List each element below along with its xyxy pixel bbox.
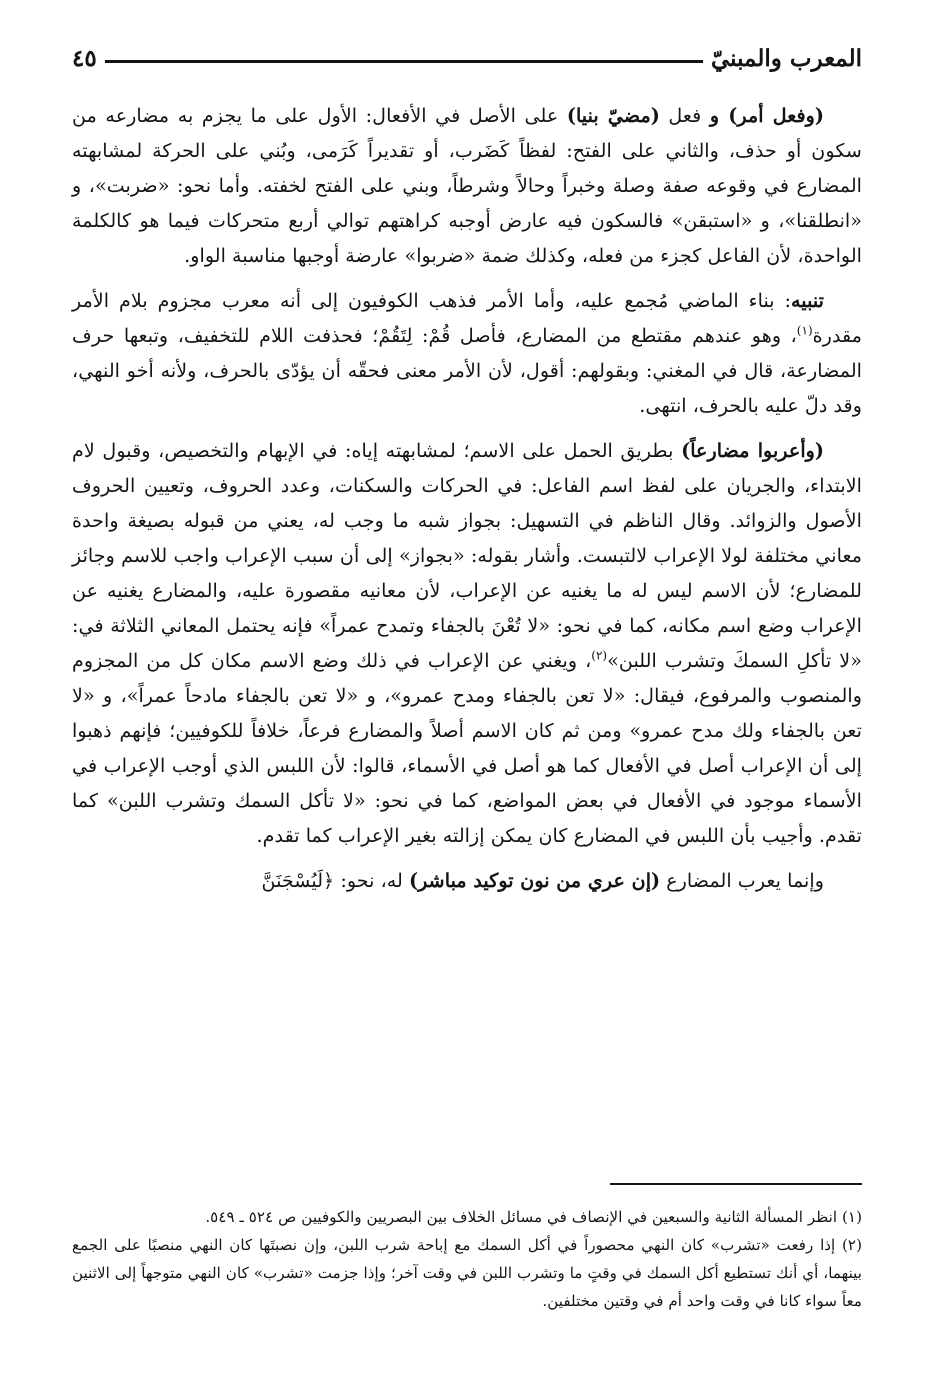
paragraph-text: فعل xyxy=(659,104,710,127)
paragraph-text: وإنما يعرب المضارع xyxy=(660,869,824,892)
paragraph-1 xyxy=(72,98,862,273)
paragraph-text: على الأصل في الأفعال: الأول على ما يجزم به مضارعه من سكون أو حذف، والثاني على الفتح: لفظاً كَضَرب، أو تقديراً كَرَمى، وبُني على الحركة لمشابهته المضارع في وقوعه صفة وصلة وخبراً وحالاً وشرطاً، وبني على الفتح لخفته. وأما نحو: «ضربت»، و «انطلقنا»، و «استبقن» فالسكون فيه عارض أوجبه كراهتهم توالي أربع متحركات فيما هو كالكلمة الواحدة، لأن الفاعل كجزء من فعله، وكذلك ضمة «ضربوا» عارضة أوجبها مناسبة الواو. xyxy=(72,104,862,267)
bold-phrase: تنبيه xyxy=(791,289,824,312)
main-text xyxy=(72,98,862,908)
footnote-separator xyxy=(610,1183,862,1185)
header-rule xyxy=(105,60,703,63)
paragraph-3 xyxy=(72,433,862,853)
footnote-ref-1: (١) xyxy=(796,323,813,338)
paragraph-text: له، نحو: ﴿لَيُسْجَنَنَّ xyxy=(261,869,410,892)
page-header xyxy=(72,38,862,78)
bold-phrase: (وأعربوا مضارعاً) xyxy=(681,439,824,462)
bold-phrase: (مضيّ بنيا) xyxy=(566,104,660,127)
footnote-2: (٢) إذا رفعت «تشرب» كان النهي محصوراً في أكل السمك مع إباحة شرب اللبن، وإن نصبتَها كان النهي منصبًا على الجمع بينهما، أي أنك تستطيع أكل السمك في وقتٍ ما وتشرب اللبن في وقت آخر؛ وإذا جزمت «تشرب» كان النهي متوجهاً إلى الاثنين معاً سواء كانا في وقت واحد أم في وقتين مختلفين. xyxy=(72,1236,862,1310)
paragraph-2 xyxy=(72,283,862,423)
paragraph-text: ، وهو عندهم مقتطع من المضارع، فأصل قُمْ: لِتَقُمْ؛ فحذفت اللام للتخفيف، وتبعها حرف المضارعة، قال في المغني: وبقولهم: أقول، لأن الأمر معنى فحقّه أن يؤدّى بالحرف، ولأنه أخو النهي، وقد دلّ عليه بالحرف، انتهى. xyxy=(72,324,862,417)
bold-phrase: (إن عري من نون توكيد مباشر) xyxy=(409,869,661,892)
footnotes xyxy=(72,1203,862,1315)
page-number: ٤٥ xyxy=(72,44,97,72)
paragraph-4 xyxy=(72,863,862,898)
running-title: المعرب والمبنيّ xyxy=(711,44,862,72)
footnote-1: (١) انظر المسألة الثانية والسبعين في الإنصاف في مسائل الخلاف بين البصريين والكوفيين ص ٥٢٤ ـ ٥٤٩. xyxy=(205,1208,862,1226)
footnote-ref-2: (٢) xyxy=(591,648,608,663)
paragraph-text: : بناء الماضي مُجمع عليه، وأما الأمر فذهب الكوفيون إلى أنه معرب مجزوم بلام الأمر مقدرة xyxy=(72,289,862,347)
bold-phrase: (وفعل أمر) و xyxy=(709,104,825,127)
paragraph-text: بطريق الحمل على الاسم؛ لمشابهته إياه: في الإبهام والتخصيص، وقبول لام الابتداء، والجريان على لفظ اسم الفاعل: في الحركات والسكنات، وعدد الحروف، وتعيين الحروف الأصول والزوائد. وقال الناظم في التسهيل: بجواز شبه ما وجب له، يعني من قبوله بصيغة واحدة معاني مختلفة لولا الإعراب لالتبست. وأشار بقوله: «بجواز» إلى أن سبب الإعراب واجب للاسم وجائز للمضارع؛ لأن الاسم ليس له ما يغنيه عن الإعراب، لأن معانيه مقصورة عليه، والمضارع يغنيه عن الإعراب وضع اسم مكانه، كما في نحو: «لا تُعْنَ بالجفاء وتمدح عمراً» فإنه يحتمل المعاني الثلاثة في: «لا تأكلِ السمكَ وتشرب اللبن» xyxy=(72,439,862,672)
paragraph-text: ، ويغني عن الإعراب في ذلك وضع الاسم مكان كل من المجزوم والمنصوب والمرفوع، فيقال: «لا تعن بالجفاء ومدح عمرو»، و «لا تعن بالجفاء مادحاً عمراً»، و «لا تعن بالجفاء ولك مدح عمرو» ومن ثم كان الاسم أصلاً والمضارع فرعاً، خلافاً للكوفيين؛ فإنهم ذهبوا إلى أن الإعراب أصل في الأفعال كما هو أصل في الأسماء، قالوا: لأن اللبس الذي أوجب الإعراب في الأسماء موجود في الأفعال في بعض المواضع، كما في نحو: «لا تأكل السمك وتشرب اللبن» كما تقدم. وأجيب بأن اللبس في المضارع كان يمكن إزالته بغير الإعراب كما تقدم. xyxy=(72,649,862,847)
